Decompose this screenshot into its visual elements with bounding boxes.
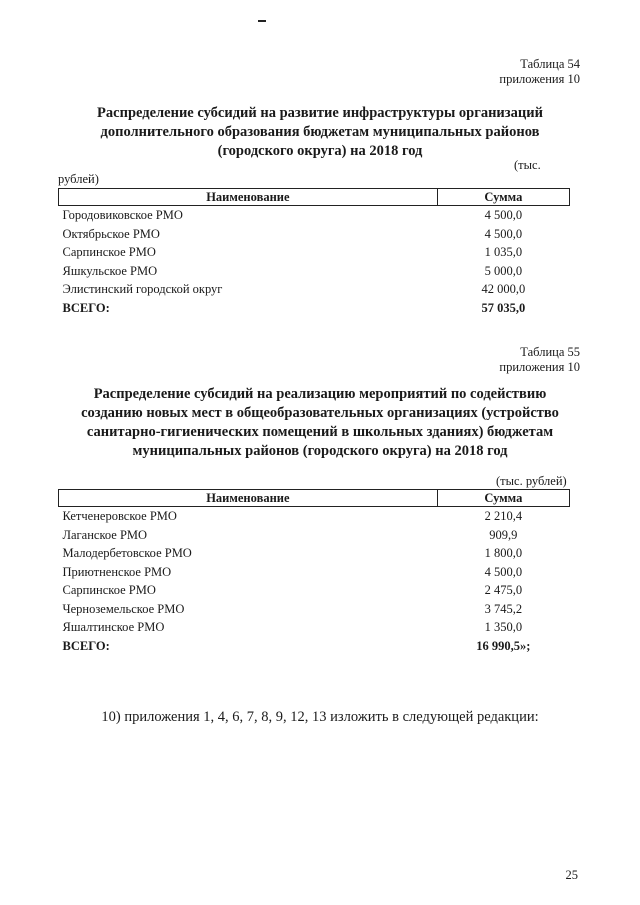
table-row xyxy=(59,618,570,637)
table-row xyxy=(59,581,570,600)
table54-title-line: Распределение субсидий на развитие инфраструктуры организаций xyxy=(97,105,543,121)
instruction-paragraph: 10) приложения 1, 4, 6, 7, 8, 9, 12, 13 изложить в следующей редакции: xyxy=(101,709,539,725)
row-name: Лаганское РМО xyxy=(62,527,148,542)
table54-unit-part2: рублей) xyxy=(58,172,99,186)
row-sum: 5 000,0 xyxy=(484,263,523,278)
table-row xyxy=(59,507,570,526)
table-row xyxy=(59,526,570,545)
table54-number: Таблица 54 xyxy=(520,57,580,71)
row-sum: 4 500,0 xyxy=(484,208,523,223)
total-label: ВСЕГО: xyxy=(62,300,110,315)
table55-title-line: муниципальных районов (городского округа) на 2018 год xyxy=(132,443,508,459)
row-name: Сарпинское РМО xyxy=(62,583,156,598)
row-name: Кетченеровское РМО xyxy=(62,509,177,524)
table-row xyxy=(59,563,570,582)
row-sum: 42 000,0 xyxy=(481,282,526,297)
row-name: Сарпинское РМО xyxy=(62,245,156,260)
total-sum: 16 990,5»; xyxy=(476,638,531,653)
table-row xyxy=(59,600,570,619)
total-sum: 57 035,0 xyxy=(481,300,526,315)
table54 xyxy=(58,188,570,317)
row-name: Яшалтинское РМО xyxy=(62,620,165,635)
column-header-name: Наименование xyxy=(59,189,438,206)
table-row xyxy=(59,280,570,299)
total-row xyxy=(59,299,570,318)
row-name: Черноземельское РМО xyxy=(62,601,185,616)
table54-reference xyxy=(499,57,580,87)
total-row xyxy=(59,637,570,656)
total-label: ВСЕГО: xyxy=(62,638,110,653)
table-row xyxy=(59,225,570,244)
row-name: Приютненское РМО xyxy=(62,564,172,579)
row-sum: 1 350,0 xyxy=(484,620,523,635)
table55-title xyxy=(55,385,585,461)
column-header-sum: Сумма xyxy=(437,189,569,206)
table55-title-line: Распределение субсидий на реализацию мероприятий по содействию xyxy=(93,386,547,402)
table55-reference xyxy=(499,345,580,375)
table55-appendix: приложения 10 xyxy=(499,360,580,374)
table-row xyxy=(59,262,570,281)
table-row xyxy=(59,243,570,262)
table55-unit: (тыс. рублей) xyxy=(496,474,567,488)
row-name: Малодербетовское РМО xyxy=(62,546,192,561)
table55-title-line: санитарно-гигиенических помещений в школьных зданиях) бюджетам xyxy=(86,424,554,440)
table54-unit-part1: (тыс. xyxy=(514,158,541,172)
table-header-row xyxy=(59,490,570,507)
row-name: Элистинский городской округ xyxy=(62,282,223,297)
table-row xyxy=(59,544,570,563)
table55-number: Таблица 55 xyxy=(520,345,580,359)
scan-dash-mark xyxy=(258,20,266,22)
table-header-row xyxy=(59,189,570,206)
row-sum: 1 800,0 xyxy=(484,546,523,561)
row-sum: 1 035,0 xyxy=(484,245,523,260)
row-sum: 2 475,0 xyxy=(484,583,523,598)
row-name: Городовиковское РМО xyxy=(62,208,183,223)
table54-title xyxy=(55,104,585,161)
table55 xyxy=(58,489,570,655)
table-row xyxy=(59,206,570,225)
table54-title-line: дополнительного образования бюджетам муниципальных районов xyxy=(100,124,540,140)
row-sum: 4 500,0 xyxy=(484,564,523,579)
row-sum: 909,9 xyxy=(489,527,518,542)
row-name: Октябрьское РМО xyxy=(62,226,160,241)
row-sum: 4 500,0 xyxy=(484,226,523,241)
row-sum: 2 210,4 xyxy=(484,509,523,524)
table54-appendix: приложения 10 xyxy=(499,72,580,86)
row-sum: 3 745,2 xyxy=(484,601,523,616)
column-header-name: Наименование xyxy=(59,490,438,507)
table54-title-line: (городского округа) на 2018 год xyxy=(217,143,423,159)
page-number: 25 xyxy=(565,868,578,882)
column-header-sum: Сумма xyxy=(437,490,569,507)
row-name: Яшкульское РМО xyxy=(62,263,158,278)
table55-title-line: созданию новых мест в общеобразовательных организациях (устройство xyxy=(81,405,559,421)
